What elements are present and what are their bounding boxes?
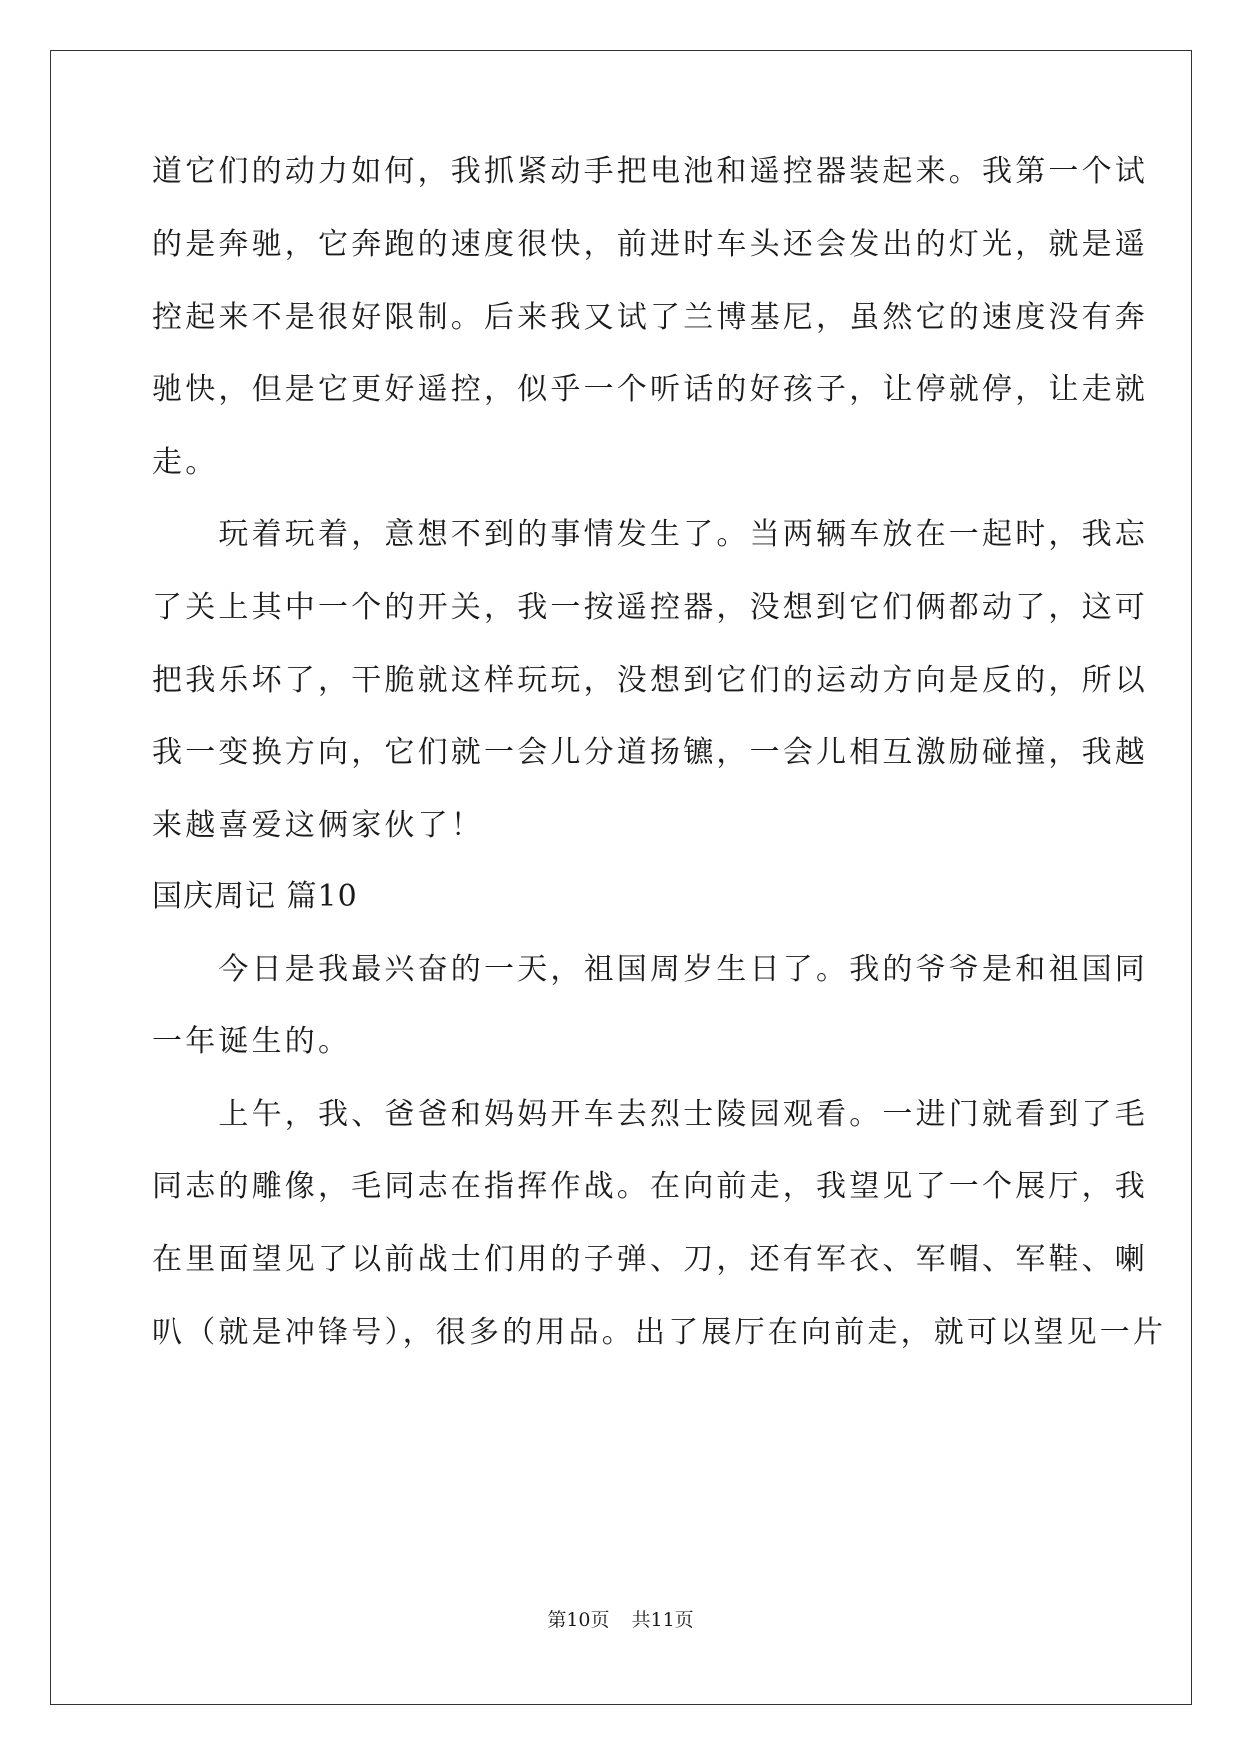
text-line: 同志的雕像，毛同志在指挥作战。在向前走，我望见了一个展厅，我 bbox=[152, 1169, 1148, 1204]
text-line: 今日是我最兴奋的一天，祖国周岁生日了。我的爷爷是和祖国同 bbox=[152, 952, 1148, 987]
text-line: 叭（就是冲锋号），很多的用品。出了展厅在向前走，就可以望见一片 bbox=[152, 1315, 1167, 1350]
section-heading: 国庆周记 篇10 bbox=[152, 879, 358, 914]
page-number: 第10页 bbox=[547, 1609, 610, 1631]
text-line: 把我乐坏了，干脆就这样玩玩，没想到它们的运动方向是反的，所以 bbox=[152, 663, 1148, 698]
text-line: 道它们的动力如何，我抓紧动手把电池和遥控器装起来。我第一个试 bbox=[152, 154, 1148, 189]
text-line: 驰快，但是它更好遥控，似乎一个听话的好孩子，让停就停，让走就 bbox=[152, 372, 1148, 407]
text-line: 上午，我、爸爸和妈妈开车去烈士陵园观看。一进门就看到了毛 bbox=[152, 1097, 1148, 1132]
text-line: 了关上其中一个的开关，我一按遥控器，没想到它们俩都动了，这可 bbox=[152, 590, 1148, 625]
text-line: 走。 bbox=[152, 445, 219, 480]
text-line: 玩着玩着，意想不到的事情发生了。当两辆车放在一起时，我忘 bbox=[152, 517, 1148, 552]
text-line: 在里面望见了以前战士们用的子弹、刀，还有军衣、军帽、军鞋、喇 bbox=[152, 1242, 1148, 1277]
page-total: 共11页 bbox=[631, 1609, 694, 1631]
page-footer bbox=[0, 1608, 1241, 1632]
text-line: 控起来不是很好限制。后来我又试了兰博基尼，虽然它的速度没有奔 bbox=[152, 300, 1148, 335]
text-line: 一年诞生的。 bbox=[152, 1024, 352, 1059]
text-line: 来越喜爱这俩家伙了！ bbox=[152, 808, 484, 843]
text-line: 的是奔驰，它奔跑的速度很快，前进时车头还会发出的灯光，就是遥 bbox=[152, 227, 1148, 262]
text-line: 我一变换方向，它们就一会儿分道扬镳，一会儿相互激励碰撞，我越 bbox=[152, 735, 1148, 770]
